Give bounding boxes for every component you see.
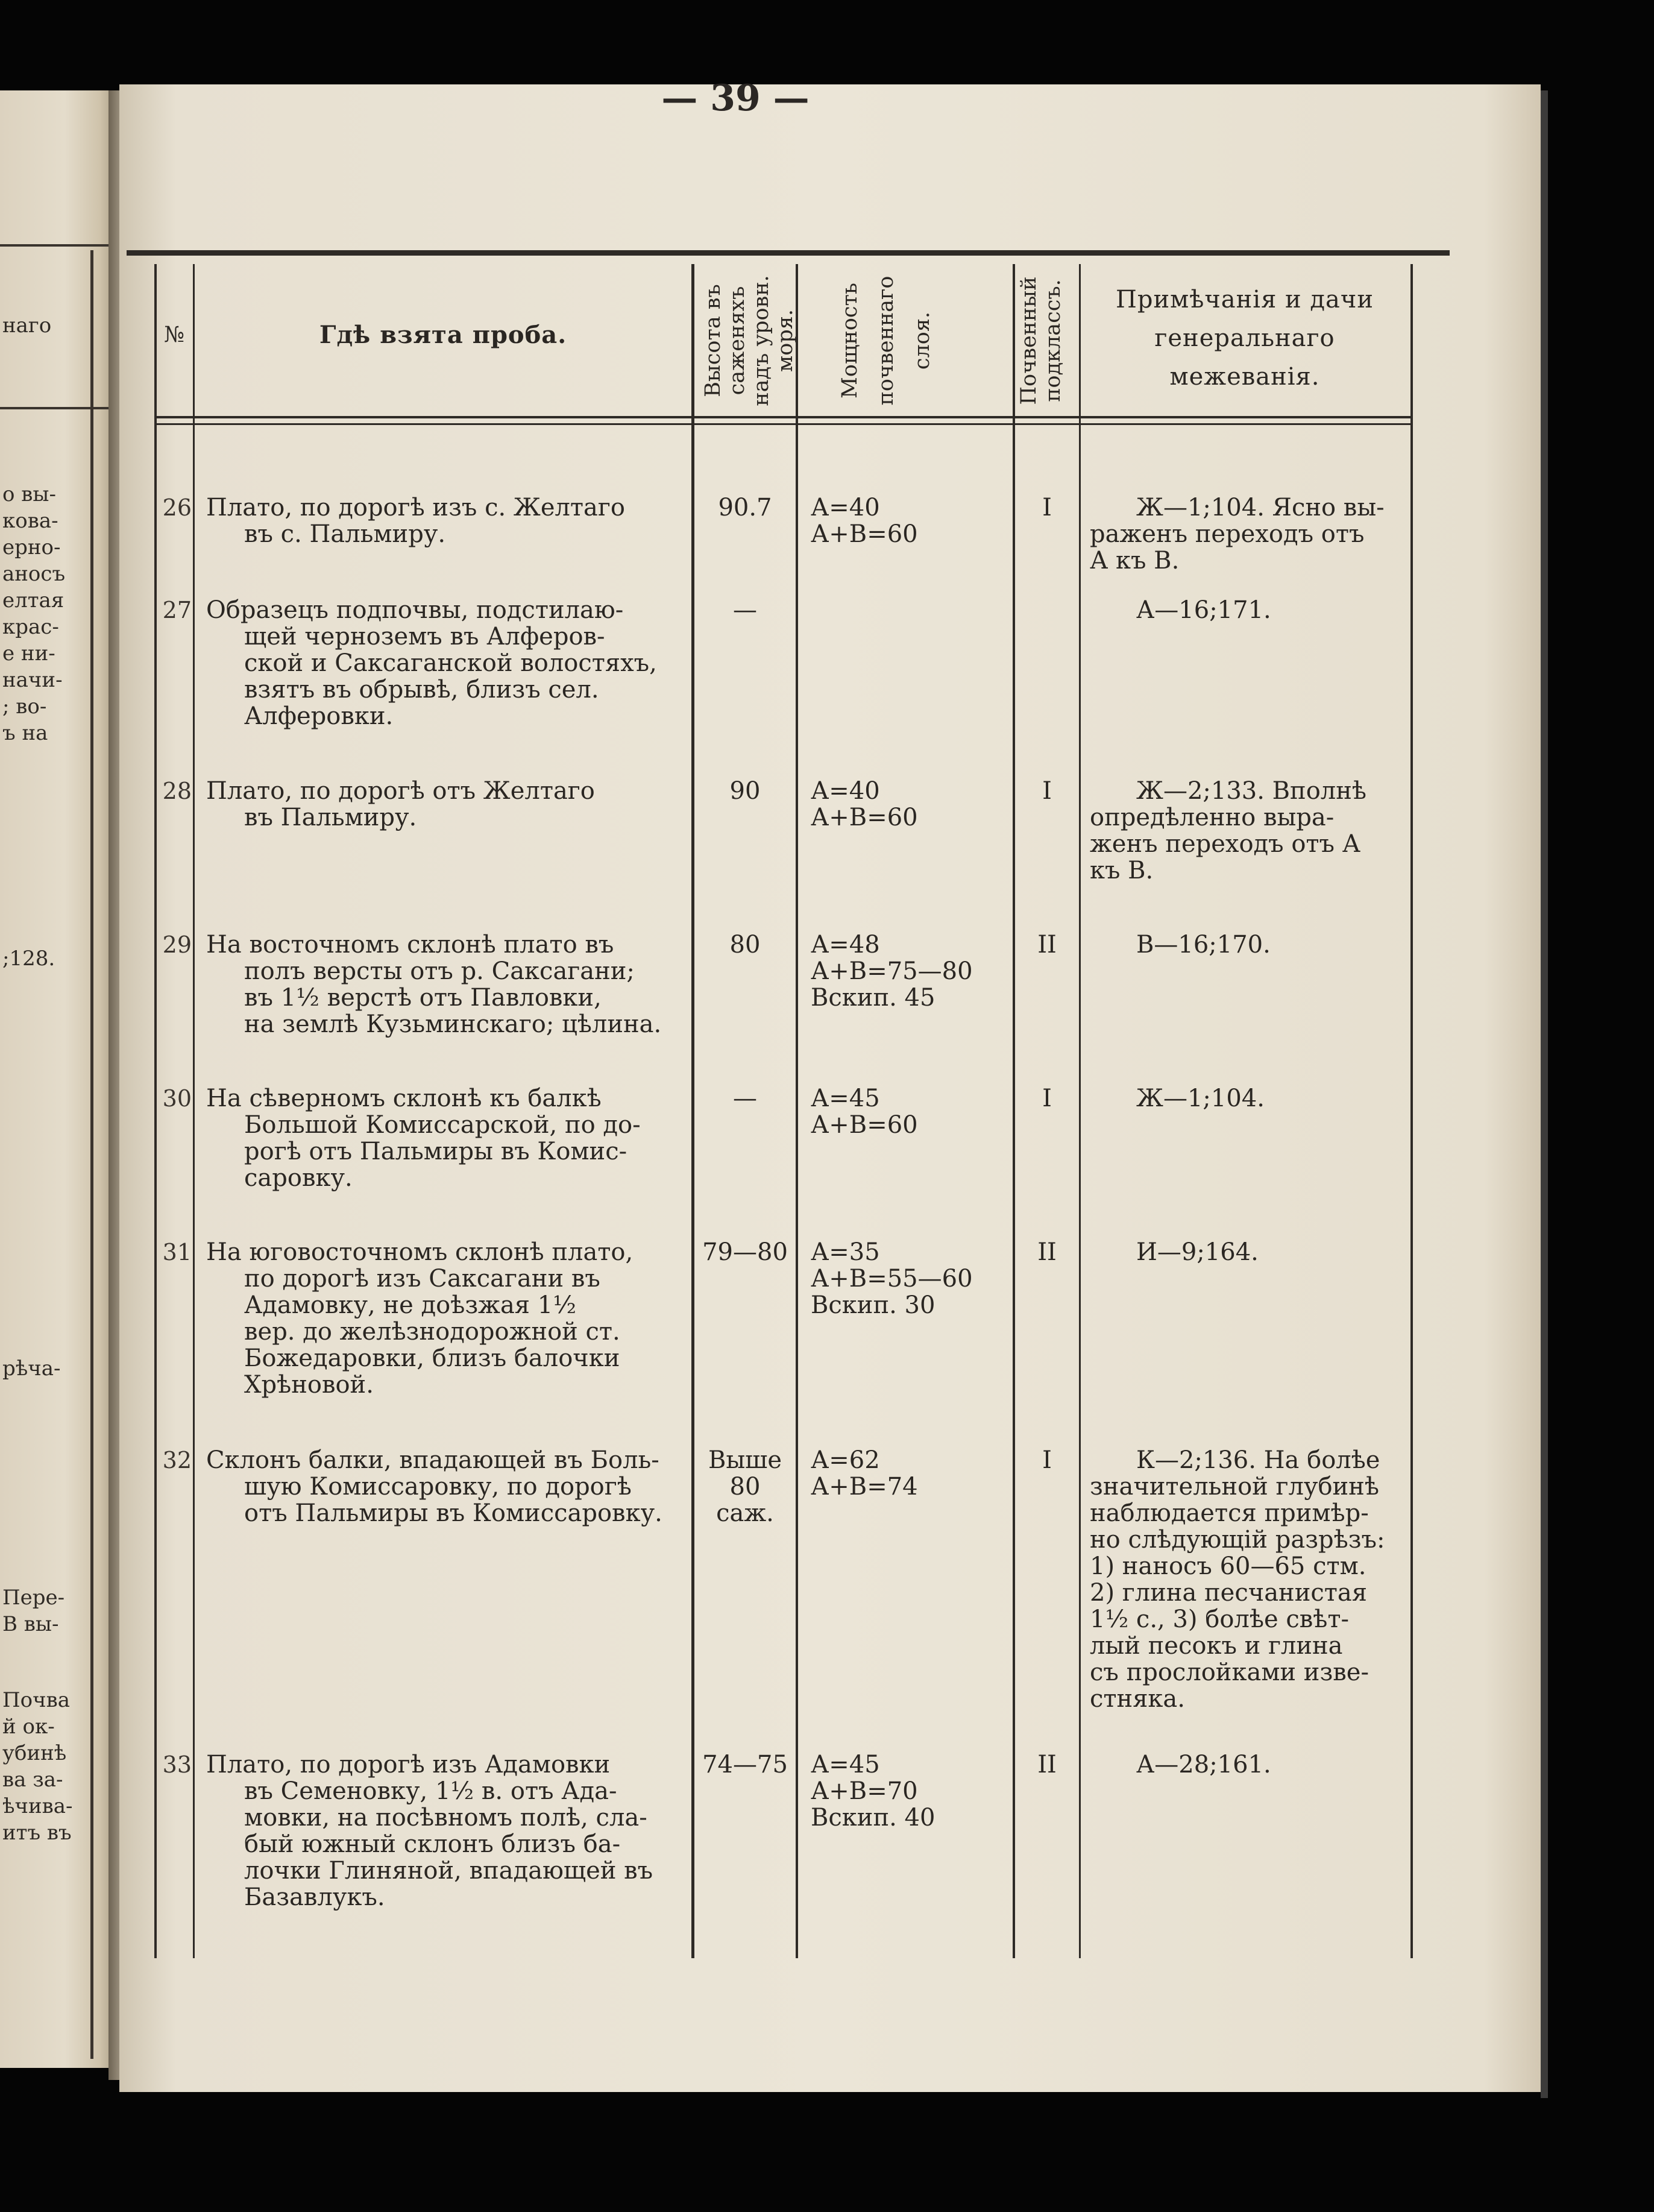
thickness-value: А+В=60 <box>811 520 918 548</box>
thickness-value: А=40 <box>811 494 880 521</box>
row-number: 32 <box>162 1447 192 1473</box>
header-notes: Примѣчанія и дачи генеральнаго межеванія. <box>1115 286 1374 391</box>
place-line: въ Пальмиру. <box>244 804 417 831</box>
left-page-fragment <box>0 90 118 2068</box>
height-value: 90.7 <box>718 494 772 521</box>
notes-line: женъ переходъ отъ А <box>1090 830 1361 858</box>
left-page-text-fragment: елтая <box>2 588 64 613</box>
column-rule <box>796 264 798 1958</box>
subclass-value: II <box>1037 1751 1057 1779</box>
notes-line: Ж—1;104. Ясно вы- <box>1136 494 1385 521</box>
notes-line: 2) глина песчанистая <box>1090 1579 1367 1607</box>
left-page-text-fragment: о вы- <box>2 482 56 506</box>
notes-line: къ В. <box>1090 857 1154 884</box>
place-line: рогѣ отъ Пальмиры въ Комис- <box>244 1138 627 1165</box>
notes-line: Ж—2;133. Вполнѣ <box>1136 777 1366 805</box>
notes-line: раженъ переходъ отъ <box>1090 520 1365 548</box>
notes-line: В—16;170. <box>1136 931 1271 959</box>
place-line: въ Семеновку, 1½ в. отъ Ада- <box>244 1777 617 1805</box>
page-edge <box>1541 90 1548 2098</box>
left-page-column-rule <box>90 250 93 2059</box>
place-line: Адамовку, не доѣзжая 1½ <box>244 1291 576 1319</box>
place-line: полъ версты отъ р. Саксагани; <box>244 957 635 985</box>
height-value: саж. <box>716 1499 774 1527</box>
thickness-value: А+В=55—60 <box>811 1265 973 1293</box>
notes-line: К—2;136. На болѣе <box>1136 1446 1380 1474</box>
subclass-value: I <box>1042 1446 1052 1474</box>
subclass-value: II <box>1037 931 1057 959</box>
notes-line: значительной глубинѣ <box>1090 1473 1379 1501</box>
header-place: Гдѣ взята проба. <box>319 321 567 349</box>
place-line: Большой Комиссарской, по до- <box>244 1111 641 1139</box>
thickness-value: А+В=60 <box>811 804 918 831</box>
left-page-text-fragment: В вы- <box>2 1612 59 1636</box>
place-line: вер. до желѣзнодорожной ст. <box>244 1318 620 1346</box>
notes-line: лый песокъ и глина <box>1090 1632 1343 1660</box>
header-height: Высота въ саженяхъ надъ уровн. моря. <box>701 275 797 406</box>
left-page-text-fragment: е ни- <box>2 641 55 666</box>
height-value: 79—80 <box>702 1238 788 1266</box>
subclass-value: I <box>1042 1085 1052 1112</box>
left-page-text-fragment: аносъ <box>2 562 66 586</box>
height-value: — <box>733 1085 757 1112</box>
header-rule <box>156 416 1410 418</box>
height-value: 74—75 <box>702 1751 788 1779</box>
left-page-text-fragment: рѣча- <box>2 1357 61 1381</box>
height-value: — <box>733 596 757 624</box>
place-line: Плато, по дорогѣ изъ с. Желтаго <box>206 494 625 521</box>
left-page-text-fragment: ;128. <box>2 947 55 971</box>
place-line: ской и Саксаганской волостяхъ, <box>244 649 657 677</box>
notes-line: Ж—1;104. <box>1136 1085 1265 1112</box>
left-page-text-fragment: Почва <box>2 1688 71 1712</box>
left-page-text-fragment: начи- <box>2 668 63 692</box>
left-page-text-fragment: ѣчива- <box>2 1794 73 1818</box>
place-line: Божедаровки, близъ балочки <box>244 1344 620 1372</box>
notes-line: наблюдается примѣр- <box>1090 1499 1369 1527</box>
left-page-text-fragment: й ок- <box>2 1715 55 1739</box>
place-line: Хрѣновой. <box>244 1371 374 1399</box>
row-number: 28 <box>162 778 192 804</box>
place-line: по дорогѣ изъ Саксагани въ <box>244 1265 600 1293</box>
place-line: въ с. Пальмиру. <box>244 520 446 548</box>
place-line: отъ Пальмиры въ Комиссаровку. <box>244 1499 662 1527</box>
thickness-value: А+В=60 <box>811 1111 918 1139</box>
row-number: 33 <box>162 1751 192 1778</box>
thickness-value: Вскип. 45 <box>811 984 935 1012</box>
table-top-rule <box>127 250 1450 256</box>
row-number: 30 <box>162 1085 192 1112</box>
page-number: — 39 — <box>661 77 810 119</box>
notes-line: А къ В. <box>1090 547 1180 575</box>
left-page-rule <box>0 244 108 247</box>
place-line: На восточномъ склонѣ плато въ <box>206 931 614 959</box>
row-number: 27 <box>162 597 192 623</box>
thickness-value: А+В=70 <box>811 1777 918 1805</box>
place-line: шую Комиссаровку, по дорогѣ <box>244 1473 632 1501</box>
left-page-text-fragment: ; во- <box>2 695 47 719</box>
left-page-text-fragment: убинѣ <box>2 1741 67 1765</box>
place-line: мовки, на посѣвномъ полѣ, сла- <box>244 1804 647 1832</box>
notes-line: И—9;164. <box>1136 1238 1259 1266</box>
place-line: бый южный склонъ близъ ба- <box>244 1830 621 1858</box>
left-page-text-fragment: итъ въ <box>2 1821 72 1845</box>
place-line: щей черноземъ въ Алферов- <box>244 623 605 651</box>
thickness-value: А=48 <box>811 931 880 959</box>
header-rule <box>156 423 1410 425</box>
header-thickness: Мощность почвеннаго слоя. <box>838 276 934 406</box>
place-line: На юговосточномъ склонѣ плато, <box>206 1238 634 1266</box>
thickness-value: А=62 <box>811 1446 880 1474</box>
place-line: Образецъ подпочвы, подстилаю- <box>206 596 624 624</box>
height-value: 80 <box>729 931 761 959</box>
place-line: Алферовки. <box>244 702 394 730</box>
thickness-value: А+В=74 <box>811 1473 918 1501</box>
place-line: взятъ въ обрывѣ, близъ сел. <box>244 676 599 704</box>
column-rule <box>1079 264 1081 1958</box>
left-page-text-fragment: крас- <box>2 615 59 639</box>
column-rule <box>154 264 157 1958</box>
left-page-text-fragment: ъ на <box>2 721 48 745</box>
place-line: Плато, по дорогѣ отъ Желтаго <box>206 777 595 805</box>
thickness-value: А+В=75—80 <box>811 957 973 985</box>
header-subclass: Почвенный подклассъ. <box>1017 276 1065 405</box>
column-rule <box>193 264 195 1958</box>
thickness-value: А=45 <box>811 1751 880 1779</box>
height-value: 80 <box>729 1473 761 1501</box>
left-page-text-fragment: ерно- <box>2 535 61 559</box>
notes-line: 1) наносъ 60—65 стм. <box>1090 1552 1366 1580</box>
place-line: въ 1½ верстѣ отъ Павловки, <box>244 984 602 1012</box>
thickness-value: Вскип. 40 <box>811 1804 935 1832</box>
place-line: лочки Глиняной, впадающей въ <box>244 1857 653 1885</box>
column-rule <box>1410 264 1413 1958</box>
left-page-text-fragment: кова- <box>2 509 58 533</box>
subclass-value: I <box>1042 777 1052 805</box>
thickness-value: Вскип. 30 <box>811 1291 935 1319</box>
height-value: Выше <box>708 1446 782 1474</box>
left-page-text-fragment: наго <box>2 314 52 338</box>
thickness-value: А=45 <box>811 1085 880 1112</box>
notes-line: стняка. <box>1090 1685 1185 1713</box>
place-line: саровку. <box>244 1164 353 1192</box>
place-line: на землѣ Кузьминскаго; цѣлина. <box>244 1010 662 1038</box>
subclass-value: I <box>1042 494 1052 521</box>
subclass-value: II <box>1037 1238 1057 1266</box>
row-number: 26 <box>162 494 192 521</box>
thickness-value: А=40 <box>811 777 880 805</box>
place-line: Плато, по дорогѣ изъ Адамовки <box>206 1751 611 1779</box>
row-number: 29 <box>162 931 192 958</box>
notes-line: но слѣдующій разрѣзъ: <box>1090 1526 1385 1554</box>
header-number: № <box>163 323 185 347</box>
place-line: Базавлукъ. <box>244 1883 385 1911</box>
row-number: 31 <box>162 1239 192 1265</box>
left-page-text-fragment: Пере- <box>2 1586 65 1610</box>
notes-line: А—28;161. <box>1136 1751 1271 1779</box>
place-line: На сѣверномъ склонѣ къ балкѣ <box>206 1085 602 1112</box>
notes-line: опредѣленно выра- <box>1090 804 1335 831</box>
notes-line: 1½ с., 3) болѣе свѣт- <box>1090 1605 1350 1633</box>
notes-line: А—16;171. <box>1136 596 1271 624</box>
notes-line: съ прослойками изве- <box>1090 1659 1369 1686</box>
place-line: Склонъ балки, впадающей въ Боль- <box>206 1446 659 1474</box>
height-value: 90 <box>729 777 761 805</box>
thickness-value: А=35 <box>811 1238 880 1266</box>
left-page-text-fragment: ва за- <box>2 1768 63 1792</box>
